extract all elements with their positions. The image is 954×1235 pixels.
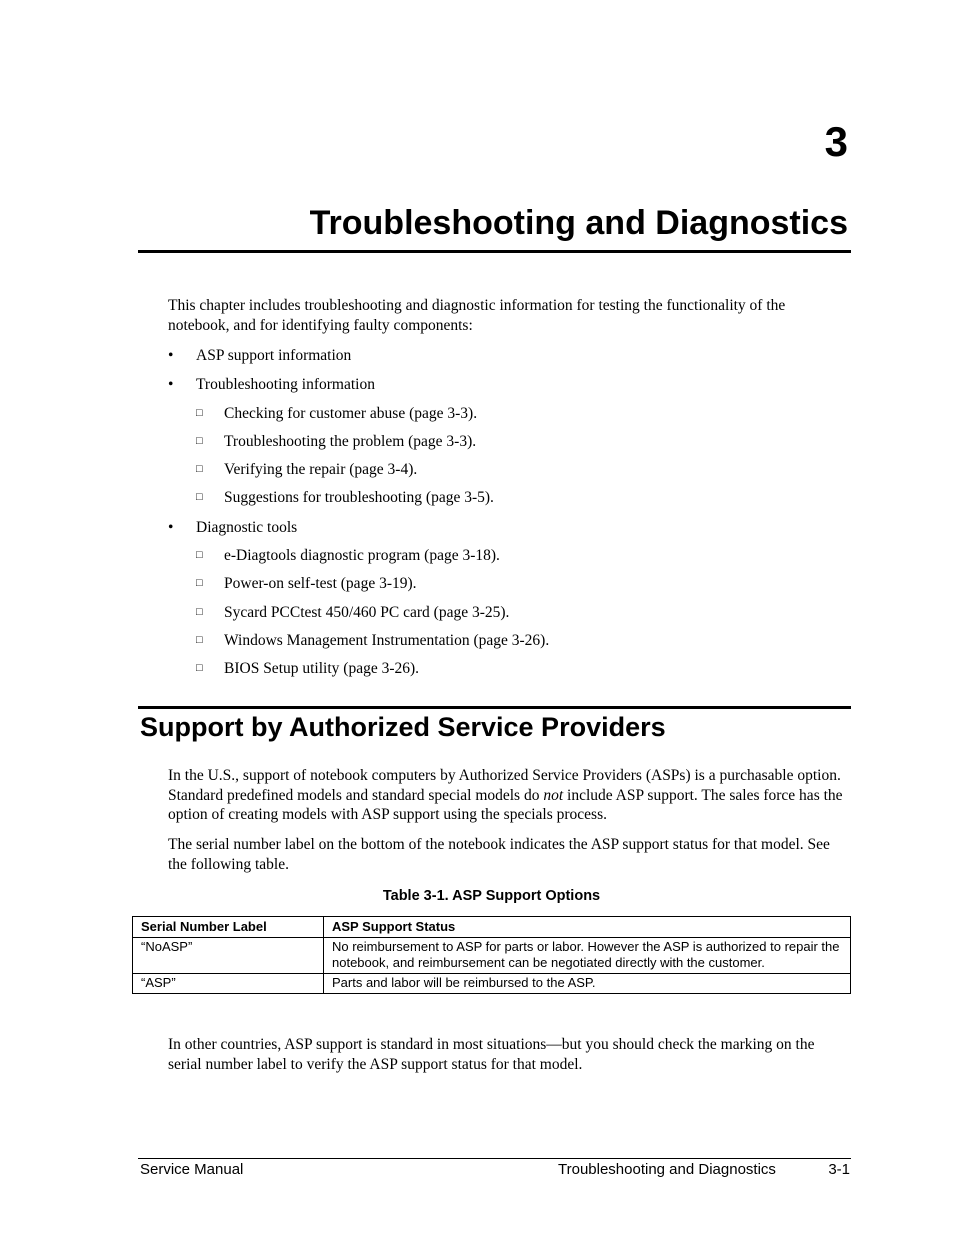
table-row — [133, 974, 851, 994]
footer-manual-title: Service Manual — [140, 1161, 244, 1178]
sub-bullet-label: Sycard PCCtest 450/460 PC card (page 3-25). — [224, 604, 510, 621]
table-cell-label: “NoASP” — [133, 938, 324, 974]
table-header-serial-label: Serial Number Label — [133, 917, 324, 938]
square-bullet-icon: □ — [196, 577, 203, 589]
square-bullet-icon: □ — [196, 634, 203, 646]
sub-bullet-label: Troubleshooting the problem (page 3-3). — [224, 433, 477, 450]
square-bullet-icon: □ — [196, 662, 203, 674]
asp-paragraph-1 — [168, 766, 850, 825]
chapter-title: Troubleshooting and Diagnostics — [309, 204, 848, 242]
sub-bullet-label: Suggestions for troubleshooting (page 3-5). — [224, 489, 494, 506]
sub-bullet-label: Checking for customer abuse (page 3-3). — [224, 405, 478, 422]
bullet-icon: • — [168, 347, 174, 364]
square-bullet-icon: □ — [196, 606, 203, 618]
chapter-rule — [138, 250, 851, 253]
table-header-asp-status: ASP Support Status — [324, 917, 851, 938]
table-row — [133, 938, 851, 974]
intro-paragraph: This chapter includes troubleshooting and diagnostic information for testing the functionality of the notebook, and for identifying faulty components: — [168, 297, 786, 334]
sub-bullet-label: Windows Management Instrumentation (page 3-26). — [224, 632, 550, 649]
square-bullet-icon: □ — [196, 491, 203, 503]
sub-bullet-label: Power-on self-test (page 3-19). — [224, 575, 417, 592]
sub-bullet-label: e-Diagtools diagnostic program (page 3-18). — [224, 547, 500, 564]
square-bullet-icon: □ — [196, 407, 203, 419]
asp-paragraph-1-emphasis: not — [543, 786, 564, 804]
asp-support-table — [132, 916, 851, 994]
sub-bullet-label: Verifying the repair (page 3-4). — [224, 461, 418, 478]
bullet-icon: • — [168, 519, 174, 536]
section-rule — [138, 706, 851, 709]
bullet-label: Troubleshooting information — [196, 376, 375, 393]
chapter-number: 3 — [824, 118, 848, 165]
asp-paragraph-3: In other countries, ASP support is standard in most situations—but you should check the marking on the serial number label to verify the ASP support status for that model. — [168, 1036, 815, 1073]
bullet-icon: • — [168, 376, 174, 393]
footer-rule — [138, 1158, 851, 1159]
sub-bullet-label: BIOS Setup utility (page 3-26). — [224, 660, 420, 677]
section-heading: Support by Authorized Service Providers — [140, 712, 666, 742]
asp-paragraph-1-start: In the U.S., support of notebook computers by Authorized Service Providers (ASPs) is a purchasable option. Standard predefined models and standard special models do — [168, 767, 841, 804]
asp-paragraph-1-end: include ASP support. The sales force has the option of creating models with ASP support using the specials process. — [168, 786, 843, 823]
table-header-row — [133, 917, 851, 938]
square-bullet-icon: □ — [196, 463, 203, 475]
footer-chapter-title: Troubleshooting and Diagnostics — [558, 1161, 776, 1178]
table-cell-status: Parts and labor will be reimbursed to the ASP. — [324, 974, 851, 994]
bullet-label: ASP support information — [196, 347, 352, 364]
bullet-label: Diagnostic tools — [196, 519, 298, 536]
square-bullet-icon: □ — [196, 435, 203, 447]
table-cell-status: No reimbursement to ASP for parts or labor. However the ASP is authorized to repair the notebook, and reimbursement can be negotiated directly with the customer. — [324, 938, 851, 974]
asp-paragraph-2: The serial number label on the bottom of the notebook indicates the ASP support status for that model. See the following table. — [168, 836, 830, 873]
table-caption: Table 3-1. ASP Support Options — [382, 888, 601, 904]
square-bullet-icon: □ — [196, 549, 203, 561]
footer-page-number: 3-1 — [828, 1161, 850, 1178]
table-cell-label: “ASP” — [133, 974, 324, 994]
